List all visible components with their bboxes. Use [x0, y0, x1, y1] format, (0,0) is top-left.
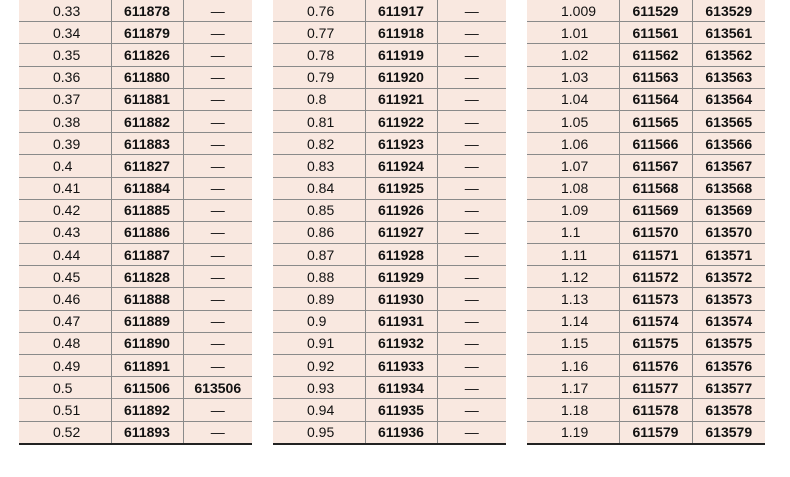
size-cell: 1.15 — [527, 332, 619, 354]
code-a-cell: 611924 — [365, 155, 437, 177]
code-b-cell: — — [183, 199, 252, 221]
table-row — [527, 177, 765, 199]
table-row — [19, 244, 252, 266]
table-right — [527, 0, 765, 445]
code-b-cell: — — [183, 88, 252, 110]
code-a-cell: 611561 — [619, 22, 692, 44]
code-a-cell: 611880 — [111, 66, 183, 88]
size-cell: 1.07 — [527, 155, 619, 177]
code-b-cell: — — [183, 355, 252, 377]
code-b-cell: — — [183, 66, 252, 88]
size-cell: 1.03 — [527, 66, 619, 88]
table-row — [19, 421, 252, 444]
code-a-cell: 611574 — [619, 310, 692, 332]
size-cell: 0.81 — [273, 110, 365, 132]
table-row — [273, 244, 506, 266]
code-a-cell: 611885 — [111, 199, 183, 221]
table-row — [527, 399, 765, 421]
table-row — [19, 22, 252, 44]
table-left — [19, 0, 252, 445]
code-a-cell: 611892 — [111, 399, 183, 421]
code-b-cell: — — [183, 133, 252, 155]
size-cell: 0.94 — [273, 399, 365, 421]
code-b-cell: 613568 — [692, 177, 765, 199]
code-a-cell: 611563 — [619, 66, 692, 88]
code-a-cell: 611506 — [111, 377, 183, 399]
size-cell: 0.9 — [273, 310, 365, 332]
size-cell: 0.49 — [19, 355, 111, 377]
code-b-cell: — — [437, 355, 506, 377]
code-a-cell: 611926 — [365, 199, 437, 221]
size-cell: 1.16 — [527, 355, 619, 377]
code-a-cell: 611881 — [111, 88, 183, 110]
code-a-cell: 611573 — [619, 288, 692, 310]
size-cell: 0.78 — [273, 44, 365, 66]
size-cell: 0.52 — [19, 421, 111, 444]
code-b-cell: 613573 — [692, 288, 765, 310]
code-a-cell: 611935 — [365, 399, 437, 421]
size-cell: 1.19 — [527, 421, 619, 444]
code-b-cell: — — [183, 266, 252, 288]
code-b-cell: — — [437, 22, 506, 44]
code-a-cell: 611575 — [619, 332, 692, 354]
size-cell: 1.13 — [527, 288, 619, 310]
table-row — [19, 177, 252, 199]
table-row — [19, 288, 252, 310]
code-a-cell: 611930 — [365, 288, 437, 310]
size-cell: 0.89 — [273, 288, 365, 310]
code-b-cell: — — [437, 244, 506, 266]
code-a-cell: 611920 — [365, 66, 437, 88]
code-b-cell: — — [183, 332, 252, 354]
size-cell: 0.39 — [19, 133, 111, 155]
code-b-cell: 613562 — [692, 44, 765, 66]
code-a-cell: 611879 — [111, 22, 183, 44]
size-cell: 0.82 — [273, 133, 365, 155]
table-row — [273, 377, 506, 399]
table-row — [273, 88, 506, 110]
code-a-cell: 611565 — [619, 110, 692, 132]
table-row — [19, 110, 252, 132]
code-b-cell: — — [183, 22, 252, 44]
code-a-cell: 611570 — [619, 221, 692, 243]
size-cell: 1.01 — [527, 22, 619, 44]
size-cell: 1.18 — [527, 399, 619, 421]
size-cell: 1.009 — [527, 0, 619, 22]
table-row — [19, 221, 252, 243]
code-a-cell: 611572 — [619, 266, 692, 288]
code-b-cell: — — [183, 221, 252, 243]
size-cell: 1.17 — [527, 377, 619, 399]
table-row — [273, 310, 506, 332]
code-a-cell: 611936 — [365, 421, 437, 444]
code-a-cell: 611891 — [111, 355, 183, 377]
code-a-cell: 611826 — [111, 44, 183, 66]
code-a-cell: 611918 — [365, 22, 437, 44]
code-a-cell: 611887 — [111, 244, 183, 266]
code-b-cell: — — [437, 221, 506, 243]
code-a-cell: 611933 — [365, 355, 437, 377]
size-cell: 0.4 — [19, 155, 111, 177]
code-a-cell: 611888 — [111, 288, 183, 310]
table-row — [19, 133, 252, 155]
code-a-cell: 611569 — [619, 199, 692, 221]
size-cell: 0.46 — [19, 288, 111, 310]
code-a-cell: 611922 — [365, 110, 437, 132]
size-cell: 0.47 — [19, 310, 111, 332]
size-cell: 0.85 — [273, 199, 365, 221]
size-cell: 0.48 — [19, 332, 111, 354]
code-a-cell: 611882 — [111, 110, 183, 132]
table-row — [527, 310, 765, 332]
code-b-cell: — — [437, 44, 506, 66]
table-row — [19, 355, 252, 377]
table-row — [527, 88, 765, 110]
code-a-cell: 611932 — [365, 332, 437, 354]
code-b-cell: 613569 — [692, 199, 765, 221]
code-a-cell: 611889 — [111, 310, 183, 332]
table-row — [527, 0, 765, 22]
code-a-cell: 611567 — [619, 155, 692, 177]
code-a-cell: 611571 — [619, 244, 692, 266]
size-cell: 0.79 — [273, 66, 365, 88]
code-b-cell: 613570 — [692, 221, 765, 243]
code-b-cell: 613529 — [692, 0, 765, 22]
code-b-cell: 613564 — [692, 88, 765, 110]
size-cell: 1.09 — [527, 199, 619, 221]
code-a-cell: 611566 — [619, 133, 692, 155]
table-row — [19, 332, 252, 354]
table-row — [273, 44, 506, 66]
code-b-cell: 613565 — [692, 110, 765, 132]
code-b-cell: — — [437, 266, 506, 288]
size-cell: 1.02 — [527, 44, 619, 66]
code-a-cell: 611579 — [619, 421, 692, 444]
table-row — [273, 332, 506, 354]
size-cell: 1.06 — [527, 133, 619, 155]
table-row — [19, 399, 252, 421]
code-a-cell: 611878 — [111, 0, 183, 22]
size-cell: 0.36 — [19, 66, 111, 88]
table-row — [19, 0, 252, 22]
table-row — [19, 66, 252, 88]
code-a-cell: 611562 — [619, 44, 692, 66]
size-cell: 1.1 — [527, 221, 619, 243]
table-row — [19, 155, 252, 177]
code-b-cell: 613576 — [692, 355, 765, 377]
code-b-cell: — — [183, 0, 252, 22]
code-b-cell: 613578 — [692, 399, 765, 421]
code-b-cell: — — [437, 421, 506, 444]
size-cell: 0.8 — [273, 88, 365, 110]
table-row — [273, 155, 506, 177]
code-b-cell: 613561 — [692, 22, 765, 44]
table-row — [273, 177, 506, 199]
table-row — [273, 133, 506, 155]
size-cell: 0.88 — [273, 266, 365, 288]
table-row — [527, 332, 765, 354]
code-b-cell: — — [183, 110, 252, 132]
table-middle — [273, 0, 506, 445]
code-b-cell: 613575 — [692, 332, 765, 354]
code-a-cell: 611529 — [619, 0, 692, 22]
size-cell: 0.42 — [19, 199, 111, 221]
table-row — [19, 377, 252, 399]
code-a-cell: 611927 — [365, 221, 437, 243]
table-row — [19, 310, 252, 332]
table-row — [19, 44, 252, 66]
size-cell: 0.5 — [19, 377, 111, 399]
table-row — [273, 399, 506, 421]
code-a-cell: 611577 — [619, 377, 692, 399]
code-b-cell: — — [437, 177, 506, 199]
size-cell: 0.38 — [19, 110, 111, 132]
code-a-cell: 611931 — [365, 310, 437, 332]
code-b-cell: — — [437, 310, 506, 332]
size-cell: 0.93 — [273, 377, 365, 399]
size-cell: 0.91 — [273, 332, 365, 354]
size-cell: 1.11 — [527, 244, 619, 266]
code-b-cell: — — [437, 199, 506, 221]
code-b-cell: — — [183, 399, 252, 421]
size-cell: 1.14 — [527, 310, 619, 332]
table-row — [19, 88, 252, 110]
code-b-cell: — — [437, 133, 506, 155]
code-b-cell: — — [437, 66, 506, 88]
code-b-cell: — — [183, 421, 252, 444]
code-a-cell: 611884 — [111, 177, 183, 199]
size-cell: 0.45 — [19, 266, 111, 288]
table-row — [527, 377, 765, 399]
size-cell: 0.51 — [19, 399, 111, 421]
table-row — [273, 421, 506, 444]
code-a-cell: 611883 — [111, 133, 183, 155]
table-row — [273, 0, 506, 22]
code-b-cell: 613566 — [692, 133, 765, 155]
table-row — [527, 288, 765, 310]
table-row — [527, 155, 765, 177]
size-cell: 0.76 — [273, 0, 365, 22]
code-b-cell: — — [183, 244, 252, 266]
size-cell: 0.95 — [273, 421, 365, 444]
table-body — [273, 0, 506, 444]
table-row — [527, 199, 765, 221]
table-row — [273, 288, 506, 310]
code-b-cell: — — [183, 310, 252, 332]
table-row — [527, 110, 765, 132]
table-row — [527, 266, 765, 288]
table-row — [273, 199, 506, 221]
code-b-cell: — — [437, 88, 506, 110]
code-b-cell: 613567 — [692, 155, 765, 177]
size-cell: 0.86 — [273, 221, 365, 243]
table-row — [19, 199, 252, 221]
code-a-cell: 611928 — [365, 244, 437, 266]
code-a-cell: 611890 — [111, 332, 183, 354]
table-row — [273, 221, 506, 243]
table-row — [273, 355, 506, 377]
code-b-cell: — — [437, 332, 506, 354]
code-a-cell: 611934 — [365, 377, 437, 399]
code-b-cell: 613506 — [183, 377, 252, 399]
size-cell: 1.04 — [527, 88, 619, 110]
code-b-cell: — — [437, 155, 506, 177]
size-cell: 0.87 — [273, 244, 365, 266]
table-row — [527, 66, 765, 88]
code-b-cell: 613571 — [692, 244, 765, 266]
code-a-cell: 611921 — [365, 88, 437, 110]
size-cell: 0.43 — [19, 221, 111, 243]
table-row — [527, 355, 765, 377]
table-body — [527, 0, 765, 444]
table-row — [273, 110, 506, 132]
code-b-cell: 613572 — [692, 266, 765, 288]
code-b-cell: — — [437, 377, 506, 399]
size-cell: 0.33 — [19, 0, 111, 22]
code-b-cell: 613577 — [692, 377, 765, 399]
size-cell: 0.84 — [273, 177, 365, 199]
code-b-cell: — — [183, 155, 252, 177]
code-b-cell: — — [437, 0, 506, 22]
code-a-cell: 611568 — [619, 177, 692, 199]
code-a-cell: 611923 — [365, 133, 437, 155]
table-row — [19, 266, 252, 288]
size-cell: 1.05 — [527, 110, 619, 132]
table-row — [527, 133, 765, 155]
code-a-cell: 611917 — [365, 0, 437, 22]
code-a-cell: 611893 — [111, 421, 183, 444]
code-b-cell: — — [437, 110, 506, 132]
table-row — [273, 66, 506, 88]
table-row — [527, 44, 765, 66]
code-a-cell: 611886 — [111, 221, 183, 243]
table-row — [527, 22, 765, 44]
code-a-cell: 611827 — [111, 155, 183, 177]
size-cell: 0.35 — [19, 44, 111, 66]
table-row — [527, 221, 765, 243]
code-b-cell: — — [437, 399, 506, 421]
code-a-cell: 611564 — [619, 88, 692, 110]
code-b-cell: — — [183, 288, 252, 310]
table-row — [527, 244, 765, 266]
table-body — [19, 0, 252, 444]
code-a-cell: 611828 — [111, 266, 183, 288]
table-row — [273, 22, 506, 44]
size-cell: 1.12 — [527, 266, 619, 288]
table-row — [527, 421, 765, 444]
code-b-cell: 613563 — [692, 66, 765, 88]
code-b-cell: 613579 — [692, 421, 765, 444]
size-cell: 0.44 — [19, 244, 111, 266]
table-row — [273, 266, 506, 288]
code-b-cell: 613574 — [692, 310, 765, 332]
code-a-cell: 611925 — [365, 177, 437, 199]
size-cell: 0.83 — [273, 155, 365, 177]
code-a-cell: 611919 — [365, 44, 437, 66]
code-b-cell: — — [437, 288, 506, 310]
code-a-cell: 611578 — [619, 399, 692, 421]
code-b-cell: — — [183, 44, 252, 66]
code-b-cell: — — [183, 177, 252, 199]
code-a-cell: 611576 — [619, 355, 692, 377]
size-cell: 0.34 — [19, 22, 111, 44]
size-cell: 0.41 — [19, 177, 111, 199]
size-cell: 1.08 — [527, 177, 619, 199]
code-a-cell: 611929 — [365, 266, 437, 288]
size-cell: 0.92 — [273, 355, 365, 377]
size-cell: 0.37 — [19, 88, 111, 110]
size-cell: 0.77 — [273, 22, 365, 44]
